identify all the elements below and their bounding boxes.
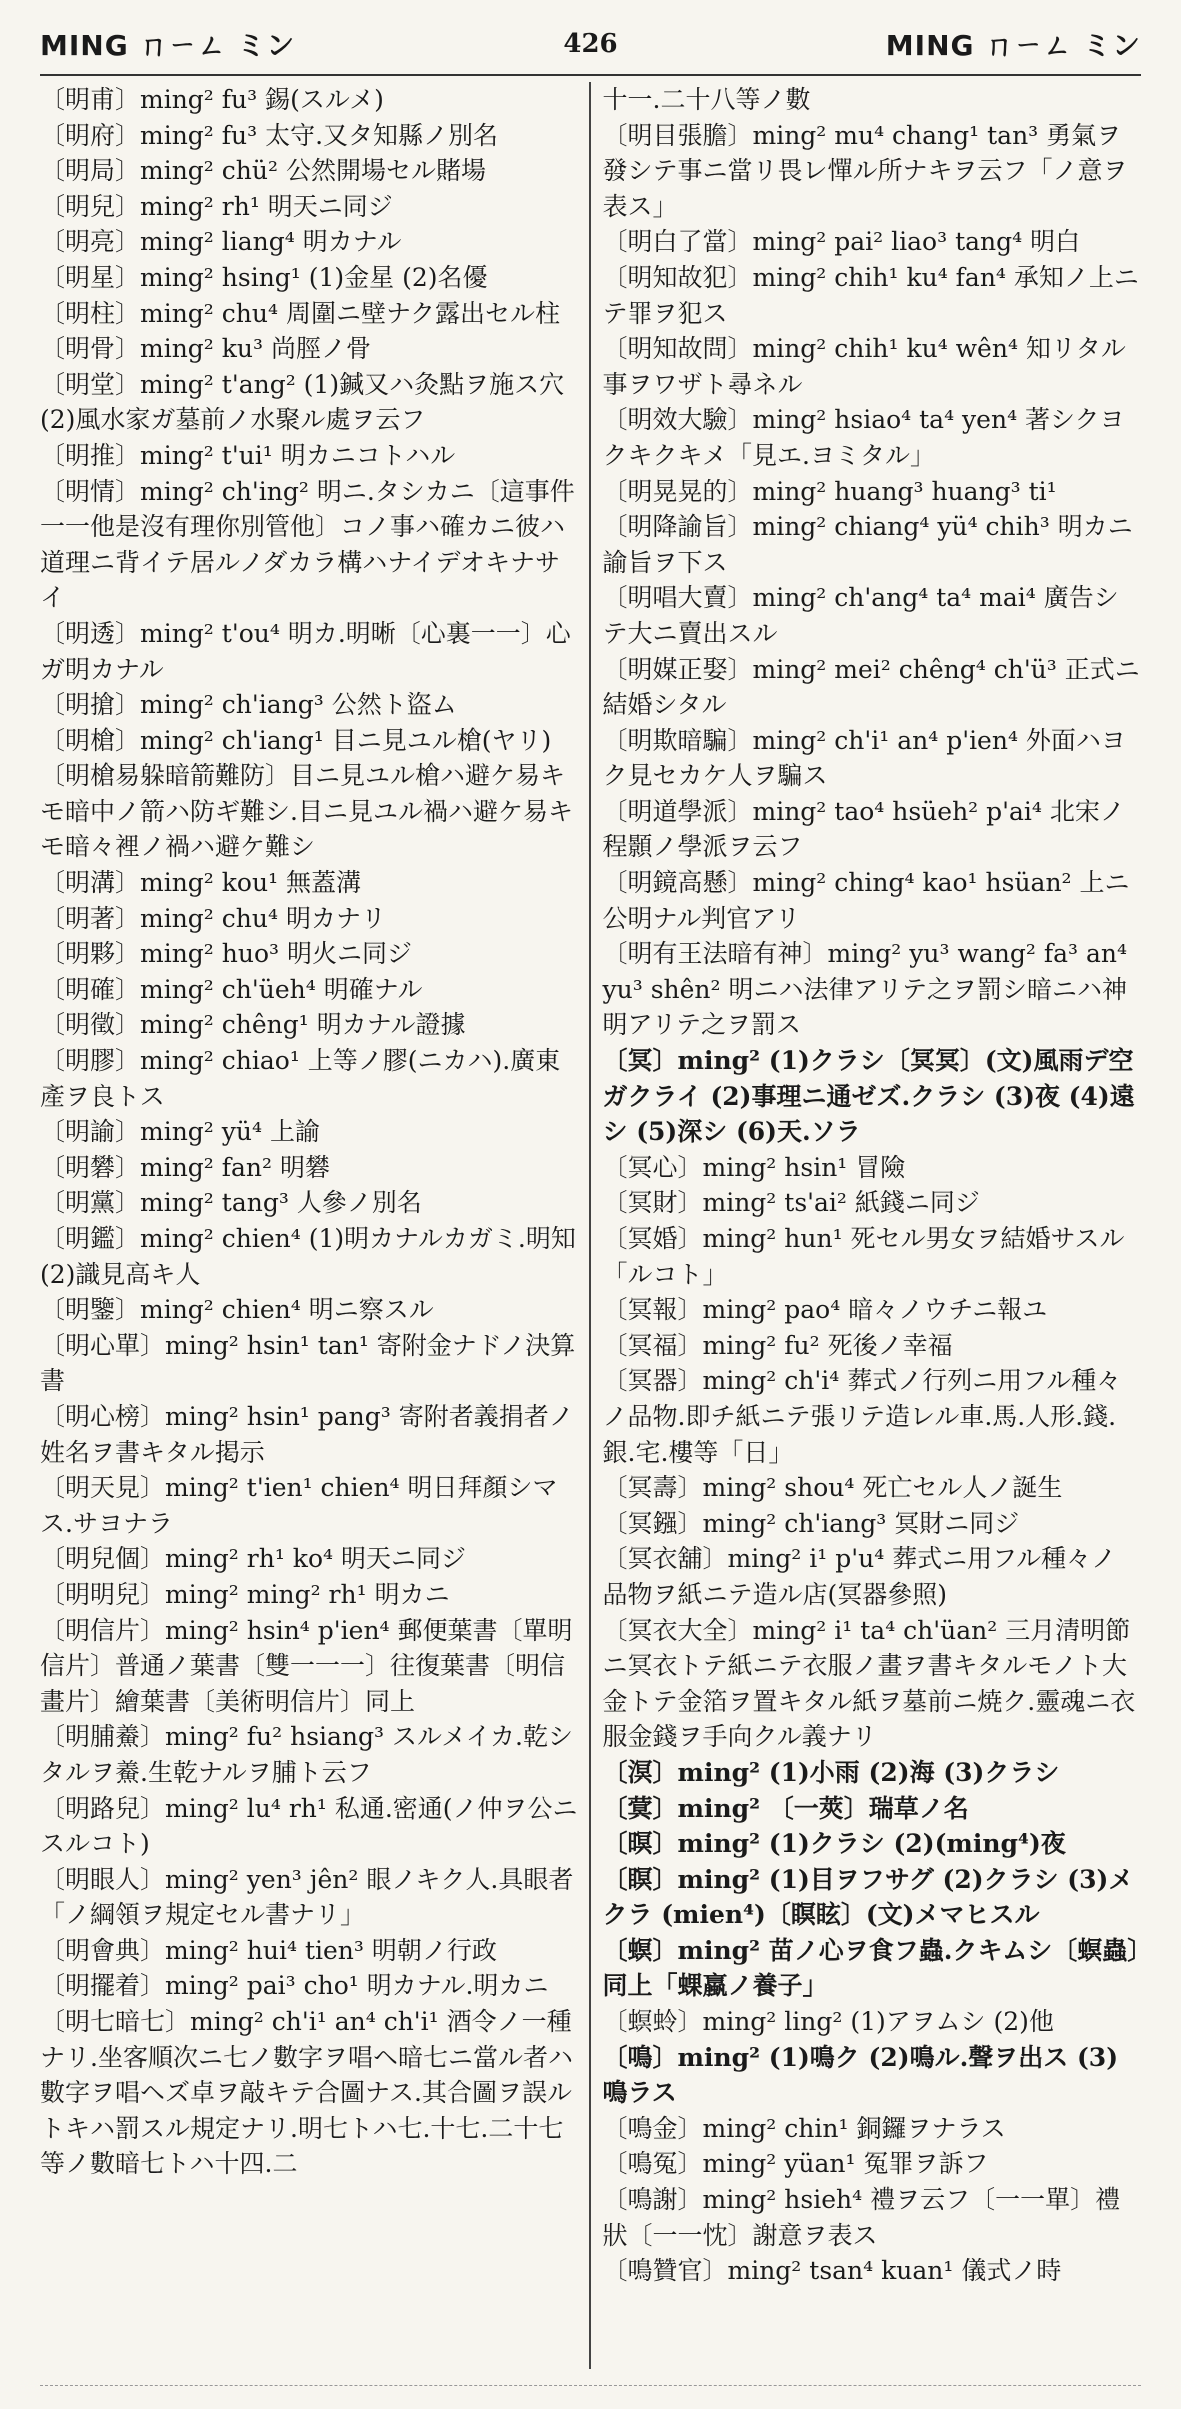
dictionary-entry: 〔明鑑〕ming² chien⁴ (1)明カナルカガミ.明知 (2)識見高キ人 [40, 1224, 576, 1289]
dictionary-entry: 〔明府〕ming² fu³ 太守.又タ知縣ノ別名 [40, 120, 499, 150]
columns [40, 82, 1141, 2369]
dictionary-entry: 〔明推〕ming² t'ui¹ 明カニコトハル [40, 440, 456, 470]
dictionary-entry: 〔明晃晃的〕ming² huang³ huang³ ti¹ [602, 476, 1057, 506]
dictionary-entry: 〔冥福〕ming² fu² 死後ノ幸福 [602, 1330, 953, 1360]
dictionary-entry: 〔螟〕ming² 苗ノ心ヲ食フ蟲.クキムシ〔螟蟲〕同上「蜾蠃ノ養子」 [602, 1935, 1140, 2001]
dictionary-entry: 〔明情〕ming² ch'ing² 明ニ.タシカニ〔這事件一一他是沒有理你別管他〕コノ事ハ確カニ彼ハ道理ニ背イテ居ルノダカラ構ハナイデオキナサイ [40, 476, 575, 613]
dictionary-entry: 〔明眼人〕ming² yen³ jên² 眼ノキク人.具眼者「ノ綱領ヲ規定セル書ナリ」 [40, 1864, 574, 1930]
dictionary-entry: 〔明明兒〕ming² ming² rh¹ 明カニ [40, 1579, 450, 1609]
dictionary-entry: 〔明夥〕ming² huo³ 明火ニ同ジ [40, 939, 412, 969]
page-number: 426 [563, 29, 618, 59]
header-left-guide: MING ㄇㄧㄥ ミン [40, 29, 296, 62]
dictionary-entry: 〔明溝〕ming² kou¹ 無蓋溝 [40, 868, 362, 898]
dictionary-entry: 〔明局〕ming² chü² 公然開場セル賭場 [40, 156, 486, 186]
page-header [40, 14, 1141, 76]
dictionary-entry: 〔明知故犯〕ming² chih¹ ku⁴ fan⁴ 承知ノ上ニテ罪ヲ犯ス [602, 262, 1139, 328]
dictionary-entry: 〔冥壽〕ming² shou⁴ 死亡セル人ノ誕生 [602, 1473, 1063, 1503]
dictionary-entry: 〔明著〕ming² chu⁴ 明カナリ [40, 903, 386, 933]
dictionary-entry: 〔明欺暗騙〕ming² ch'i¹ an⁴ p'ien⁴ 外面ハヨク見セカケ人ヲ騙ス [602, 725, 1126, 791]
dictionary-entry: 〔明唱大賣〕ming² ch'ang⁴ ta⁴ mai⁴ 廣告シテ大ニ賣出スル [602, 583, 1119, 648]
dictionary-entry: 十一.二十八等ノ數 [602, 85, 811, 114]
dictionary-entry: 〔明甫〕ming² fu³ 錫(スルメ) [40, 85, 384, 114]
dictionary-entry: 〔明知故問〕ming² chih¹ ku⁴ wên⁴ 知リタル事ヲワザト尋ネル [602, 334, 1126, 399]
dictionary-entry: 〔鳴謝〕ming² hsieh⁴ 禮ヲ云フ〔一一單〕禮狀〔一一忱〕謝意ヲ表ス [602, 2185, 1121, 2250]
left-column [40, 82, 589, 2369]
dictionary-entry: 〔蓂〕ming² 〔一莢〕瑞草ノ名 [602, 1793, 969, 1823]
dictionary-entry: 〔明搶〕ming² ch'iang³ 公然ト盜ム [40, 690, 457, 720]
dictionary-entry: 〔明鑒〕ming² chien⁴ 明ニ察スル [40, 1295, 434, 1325]
right-column [591, 82, 1142, 2369]
dictionary-entry: 〔明諭〕ming² yü⁴ 上諭 [40, 1117, 320, 1147]
dictionary-entry: 〔瞑〕ming² (1)目ヲフサグ (2)クラシ (3)メクラ (mien⁴)〔瞑眩〕(文)メマヒスル [602, 1864, 1134, 1930]
dictionary-entry: 〔明心單〕ming² hsin¹ tan¹ 寄附金ナドノ決算書 [40, 1330, 576, 1396]
dictionary-entry: 〔冥〕ming² (1)クラシ〔冥冥〕(文)風雨デ空ガクライ (2)事理ニ通ゼズ.クラシ (3)夜 (4)遠シ (5)深シ (6)天.ソラ [602, 1046, 1135, 1147]
dictionary-entry: 〔明兒個〕ming² rh¹ ko⁴ 明天ニ同ジ [40, 1544, 466, 1574]
dictionary-entry: 〔明骨〕ming² ku³ 尚脛ノ骨 [40, 334, 371, 364]
dictionary-entry: 〔冥器〕ming² ch'i⁴ 葬式ノ行列ニ用フル種々ノ品物.即チ紙ニテ張リテ造レル車.馬.人形.錢.銀.宅.樓等「日」 [602, 1366, 1122, 1467]
dictionary-entry: 〔明擺着〕ming² pai³ cho¹ 明カナル.明カニ [40, 1971, 549, 2001]
dictionary-entry: 〔明降諭旨〕ming² chiang⁴ yü⁴ chih³ 明カニ諭旨ヲ下ス [602, 512, 1133, 577]
dictionary-entry: 〔明會典〕ming² hui⁴ tien³ 明朝ノ行政 [40, 1935, 497, 1965]
dictionary-entry: 〔暝〕ming² (1)クラシ (2)(ming⁴)夜 [602, 1829, 1066, 1859]
dictionary-entry: 〔冥鏹〕ming² ch'iang³ 冥財ニ同ジ [602, 1508, 1020, 1538]
dictionary-entry: 〔明兒〕ming² rh¹ 明天ニ同ジ [40, 191, 393, 221]
dictionary-entry: 〔溟〕ming² (1)小雨 (2)海 (3)クラシ [602, 1757, 1060, 1787]
dictionary-entry: 〔螟蛉〕ming² ling² (1)アヲムシ (2)他 [602, 2007, 1054, 2037]
dictionary-entry: 〔明道學派〕ming² tao⁴ hsüeh² p'ai⁴ 北宋ノ程顥ノ學派ヲ云フ [602, 796, 1125, 862]
dictionary-entry: 〔明路兒〕ming² lu⁴ rh¹ 私通.密通(ノ仲ヲ公ニスルコト) [40, 1793, 578, 1859]
dictionary-entry: 〔明天見〕ming² t'ien¹ chien⁴ 明日拜顏シマス.サヨナラ [40, 1473, 558, 1538]
header-right-guide: MING ㄇㄧㄥ ミン [885, 29, 1141, 62]
dictionary-entry: 〔明柱〕ming² chu⁴ 周圍ニ壁ナク露出セル柱 [40, 298, 560, 328]
dictionary-entry: 〔明黨〕ming² tang³ 人參ノ別名 [40, 1188, 422, 1218]
bottom-rule [40, 2385, 1141, 2387]
dictionary-entry: 〔明有王法暗有神〕ming² yu³ wang² fa³ an⁴ yu³ shên² 明ニハ法律アリテ之ヲ罰シ暗ニハ神明アリテ之ヲ罰ス [602, 939, 1128, 1040]
dictionary-entry: 〔明白了當〕ming² pai² liao³ tang⁴ 明白 [602, 227, 1081, 257]
dictionary-entry: 〔鳴贊官〕ming² tsan⁴ kuan¹ 儀式ノ時 [602, 2256, 1062, 2286]
dictionary-entry: 〔明亮〕ming² liang⁴ 明カナル [40, 227, 402, 257]
dictionary-entry: 〔冥心〕ming² hsin¹ 冒險 [602, 1152, 906, 1182]
dictionary-entry: 〔明星〕ming² hsing¹ (1)金星 (2)名優 [40, 262, 488, 292]
dictionary-entry: 〔明徵〕ming² chêng¹ 明カナル證據 [40, 1010, 466, 1040]
dictionary-entry: 〔明堂〕ming² t'ang² (1)鍼又ハ灸點ヲ施ス穴 (2)風水家ガ墓前ノ水聚ル處ヲ云フ [40, 369, 565, 435]
dictionary-entry: 〔明膠〕ming² chiao¹ 上等ノ膠(ニカハ).廣東產ヲ良トス [40, 1046, 561, 1111]
dictionary-entry: 〔明心榜〕ming² hsin¹ pang³ 寄附者義捐者ノ姓名ヲ書キタル掲示 [40, 1401, 574, 1467]
dictionary-entry: 〔明七暗七〕ming² ch'i¹ an⁴ ch'i¹ 酒令ノ一種ナリ.坐客順次ニ七ノ數字ヲ唱ヘ暗七ニ當ル者ハ數字ヲ唱ヘズ卓ヲ敲キテ合圖ナス.其合圖ヲ誤ルトキハ罰スル規定ナリ.明七トハ七.十七.二十七等ノ數暗七トハ十四.二 [40, 2007, 573, 2179]
dictionary-entry: 〔冥報〕ming² pao⁴ 暗々ノウチニ報ユ [602, 1295, 1048, 1325]
dictionary-entry: 〔冥婚〕ming² hun¹ 死セル男女ヲ結婚サスル「ルコト」 [602, 1224, 1125, 1289]
dictionary-entry: 〔明鏡高懸〕ming² ching⁴ kao¹ hsüan² 上ニ公明ナル判官アリ [602, 868, 1130, 933]
dictionary-entry: 〔明透〕ming² t'ou⁴ 明カ.明晰〔心裏一一〕心ガ明カナル [40, 618, 571, 684]
dictionary-entry: 〔冥衣大全〕ming² i¹ ta⁴ ch'üan² 三月清明節ニ冥衣トテ紙ニテ衣服ノ畫ヲ書キタルモノト大金トテ金箔ヲ置キタル紙ヲ墓前ニ焼ク.靈魂ニ衣服金錢ヲ手向クル義ナリ [602, 1615, 1136, 1752]
dictionary-entry: 〔明礬〕ming² fan² 明礬 [40, 1152, 331, 1182]
dictionary-entry: 〔冥衣舖〕ming² i¹ p'u⁴ 葬式ニ用フル種々ノ品物ヲ紙ニテ造ル店(冥器參照) [602, 1544, 1117, 1609]
dictionary-entry: 〔明媒正娶〕ming² mei² chêng⁴ ch'ü³ 正式ニ結婚シタル [602, 654, 1140, 720]
dictionary-entry: 〔明信片〕ming² hsin⁴ p'ien⁴ 郵便葉書〔單明信片〕普通ノ葉書〔雙一一一〕往復葉書〔明信畫片〕繪葉書〔美術明信片〕同上 [40, 1615, 573, 1716]
dictionary-entry: 〔鳴冤〕ming² yüan¹ 冤罪ヲ訴フ [602, 2149, 989, 2179]
dictionary-entry: 〔鳴金〕ming² chin¹ 銅鑼ヲナラス [602, 2113, 1006, 2143]
dictionary-entry: 〔明效大驗〕ming² hsiao⁴ ta⁴ yen⁴ 著シクヨクキクキメ「見エ.ヨミタル」 [602, 405, 1125, 470]
dictionary-entry: 〔明目張膽〕ming² mu⁴ chang¹ tan³ 勇氣ヲ發シテ事ニ當リ畏レ憚ル所ナキヲ云フ「ノ意ヲ表ス」 [602, 120, 1128, 221]
dictionary-entry: 〔明確〕ming² ch'üeh⁴ 明確ナル [40, 974, 423, 1004]
dictionary-entry: 〔明槍〕ming² ch'iang¹ 目ニ見ユル槍(ヤリ)〔明槍易躲暗箭難防〕目ニ見ユル槍ハ避ケ易キモ暗中ノ箭ハ防ギ難シ.目ニ見ユル禍ハ避ケ易キモ暗々裡ノ禍ハ避ケ難シ [40, 725, 573, 862]
dictionary-entry: 〔明脯鯗〕ming² fu² hsiang³ スルメイカ.乾シタルヲ鯗.生乾ナルヲ脯ト云フ [40, 1722, 573, 1787]
dictionary-entry: 〔冥財〕ming² ts'ai² 紙錢ニ同ジ [602, 1188, 980, 1218]
dictionary-entry: 〔鳴〕ming² (1)鳴ク (2)鳴ル.聲ヲ出ス (3)鳴ラス [602, 2042, 1119, 2108]
